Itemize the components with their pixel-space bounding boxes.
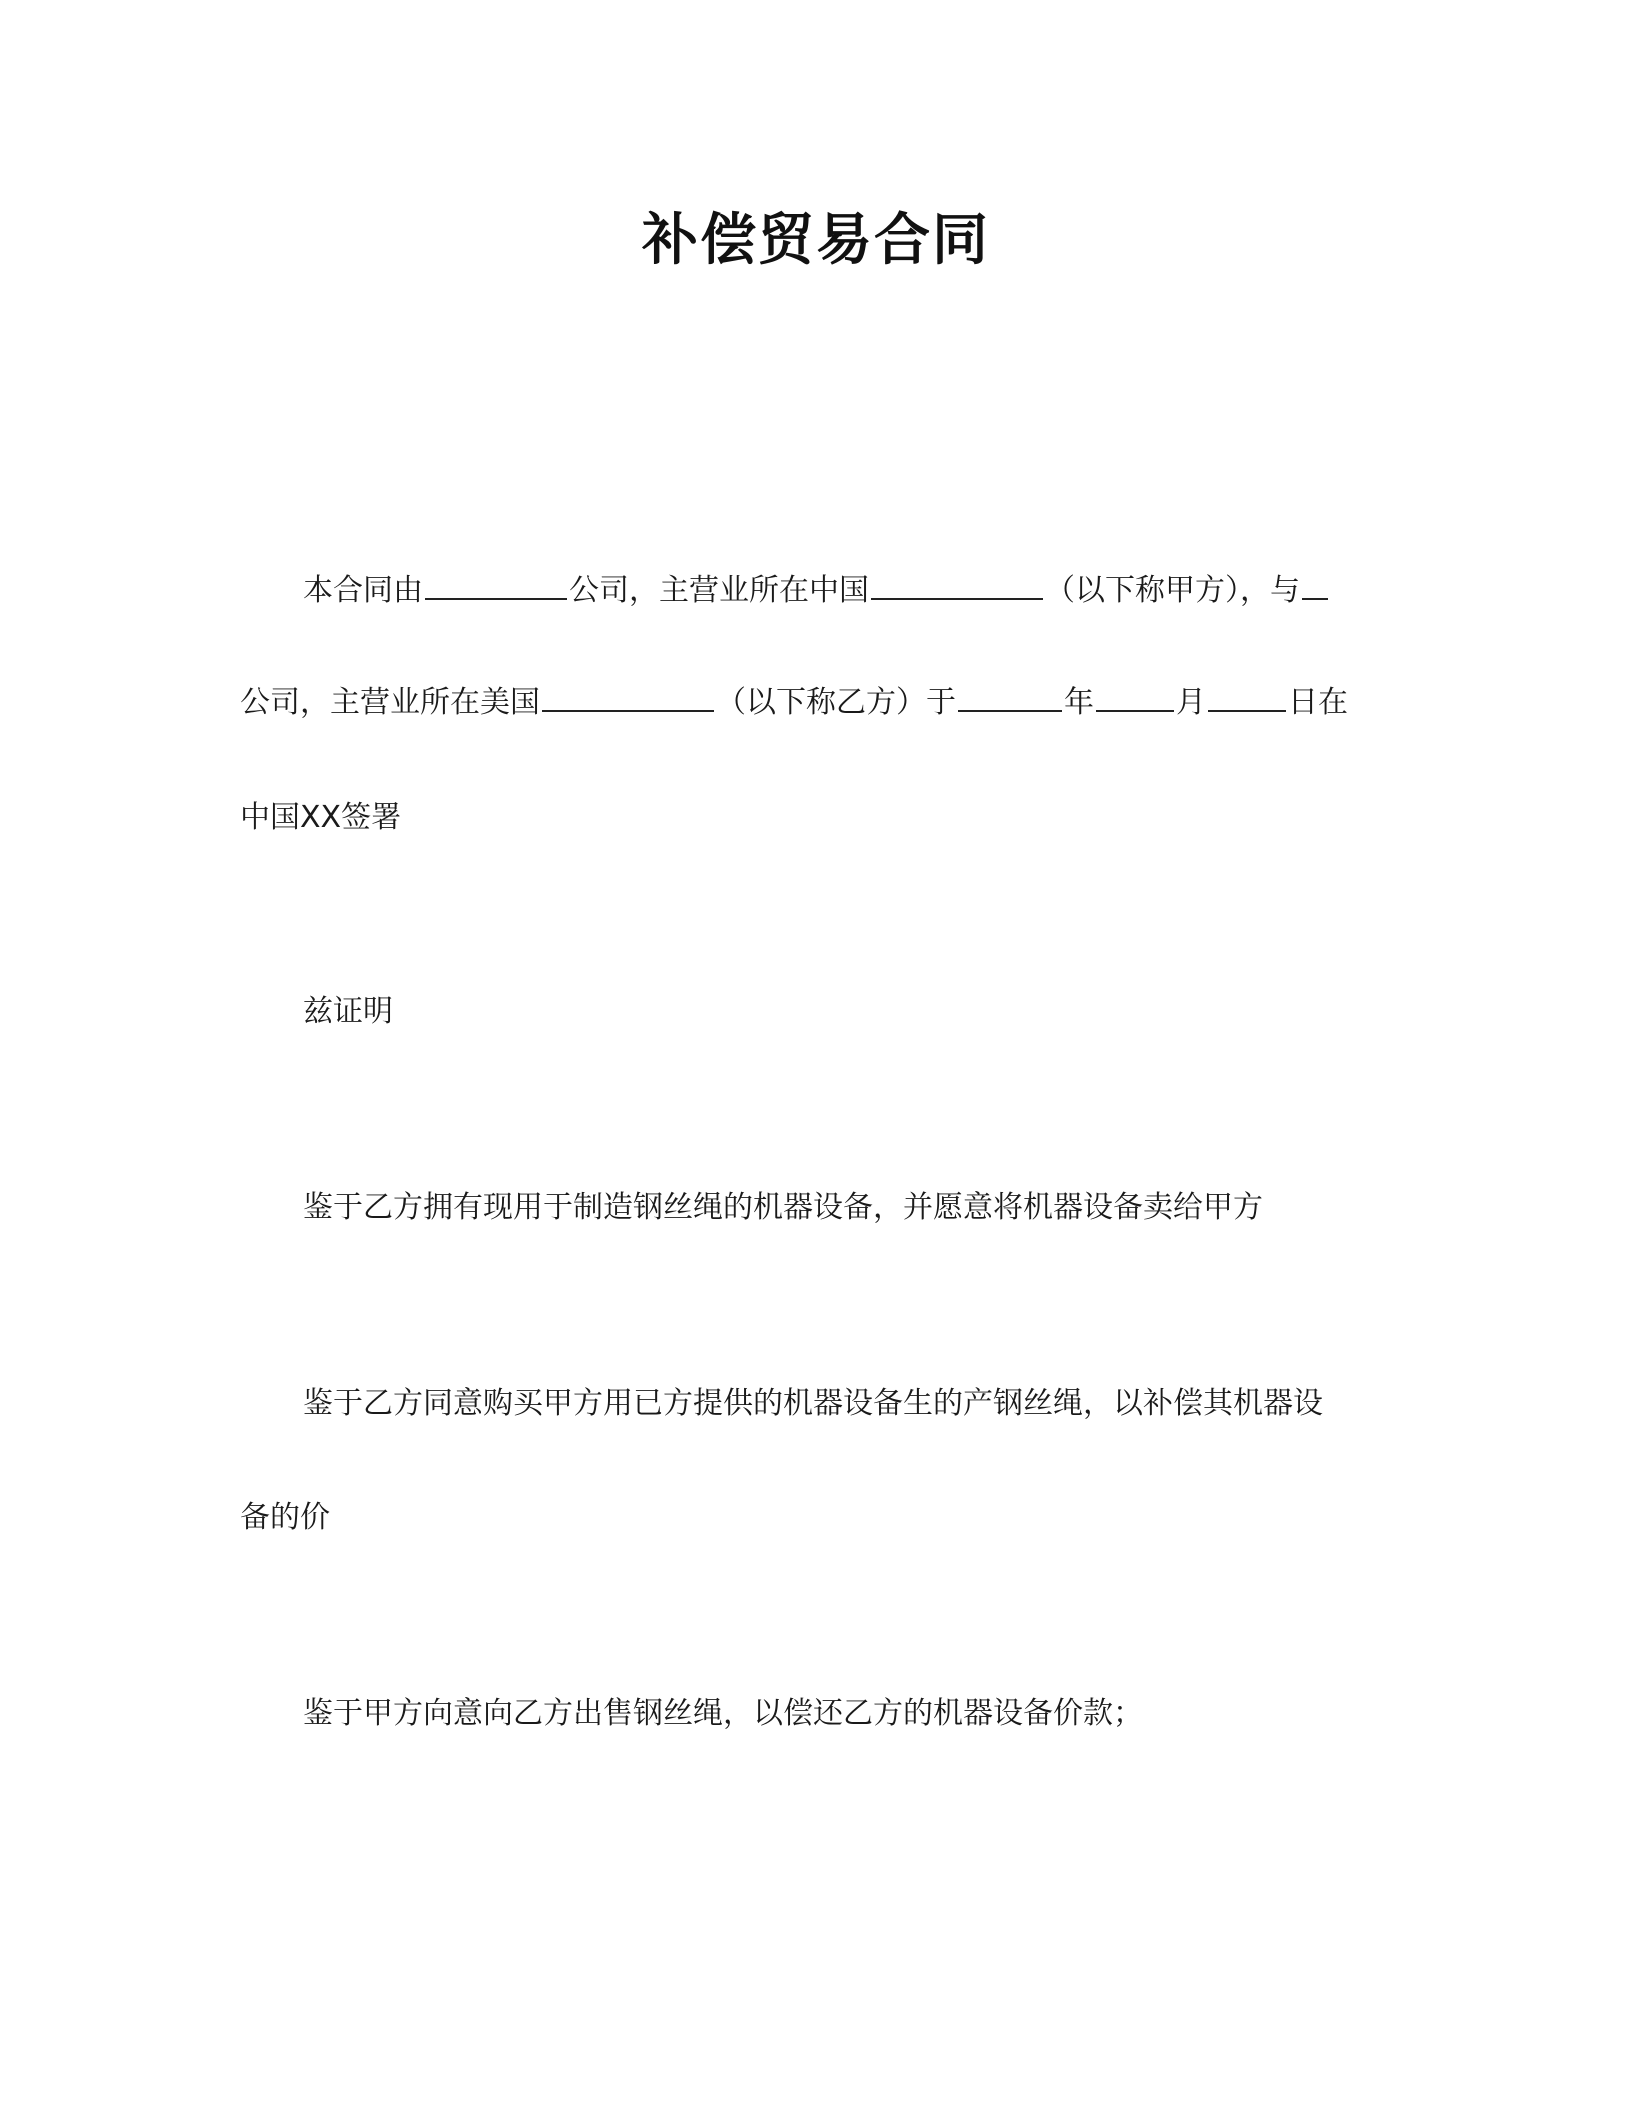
blank-party-b-address[interactable] [542,680,714,712]
text-segment: （以下称甲方），与 [1045,573,1300,608]
paragraph-1-line-1 [303,568,1453,611]
paragraph-2: 鉴于乙方拥有现用于制造钢丝绳的机器设备，并愿意将机器设备卖给甲方 [303,1190,1263,1225]
blank-party-a-company[interactable] [425,568,567,600]
text-segment: 公司，主营业所在中国 [569,573,869,608]
paragraph-1-line-3: 中国XX签署 [240,800,402,835]
witness-line: 兹证明 [303,994,393,1029]
text-segment: 年 [1064,685,1094,720]
blank-day[interactable] [1208,680,1286,712]
text-segment: （以下称乙方）于 [716,685,956,720]
blank-year[interactable] [958,680,1062,712]
text-segment: 月 [1176,685,1206,720]
document-title: 补偿贸易合同 [642,208,990,273]
text-segment: 日在 [1288,685,1348,720]
text-segment: 公司，主营业所在美国 [240,685,540,720]
blank-party-a-address[interactable] [871,568,1043,600]
paragraph-1-line-2 [240,680,1390,723]
blank-party-b-company[interactable] [1302,568,1328,600]
paragraph-3-line-2: 备的价 [240,1500,330,1535]
text-segment: 本合同由 [303,573,423,608]
blank-month[interactable] [1096,680,1174,712]
paragraph-3-line-1: 鉴于乙方同意购买甲方用已方提供的机器设备生的产钢丝绳，以补偿其机器设 [303,1386,1323,1421]
paragraph-4: 鉴于甲方向意向乙方出售钢丝绳，以偿还乙方的机器设备价款； [303,1696,1143,1731]
